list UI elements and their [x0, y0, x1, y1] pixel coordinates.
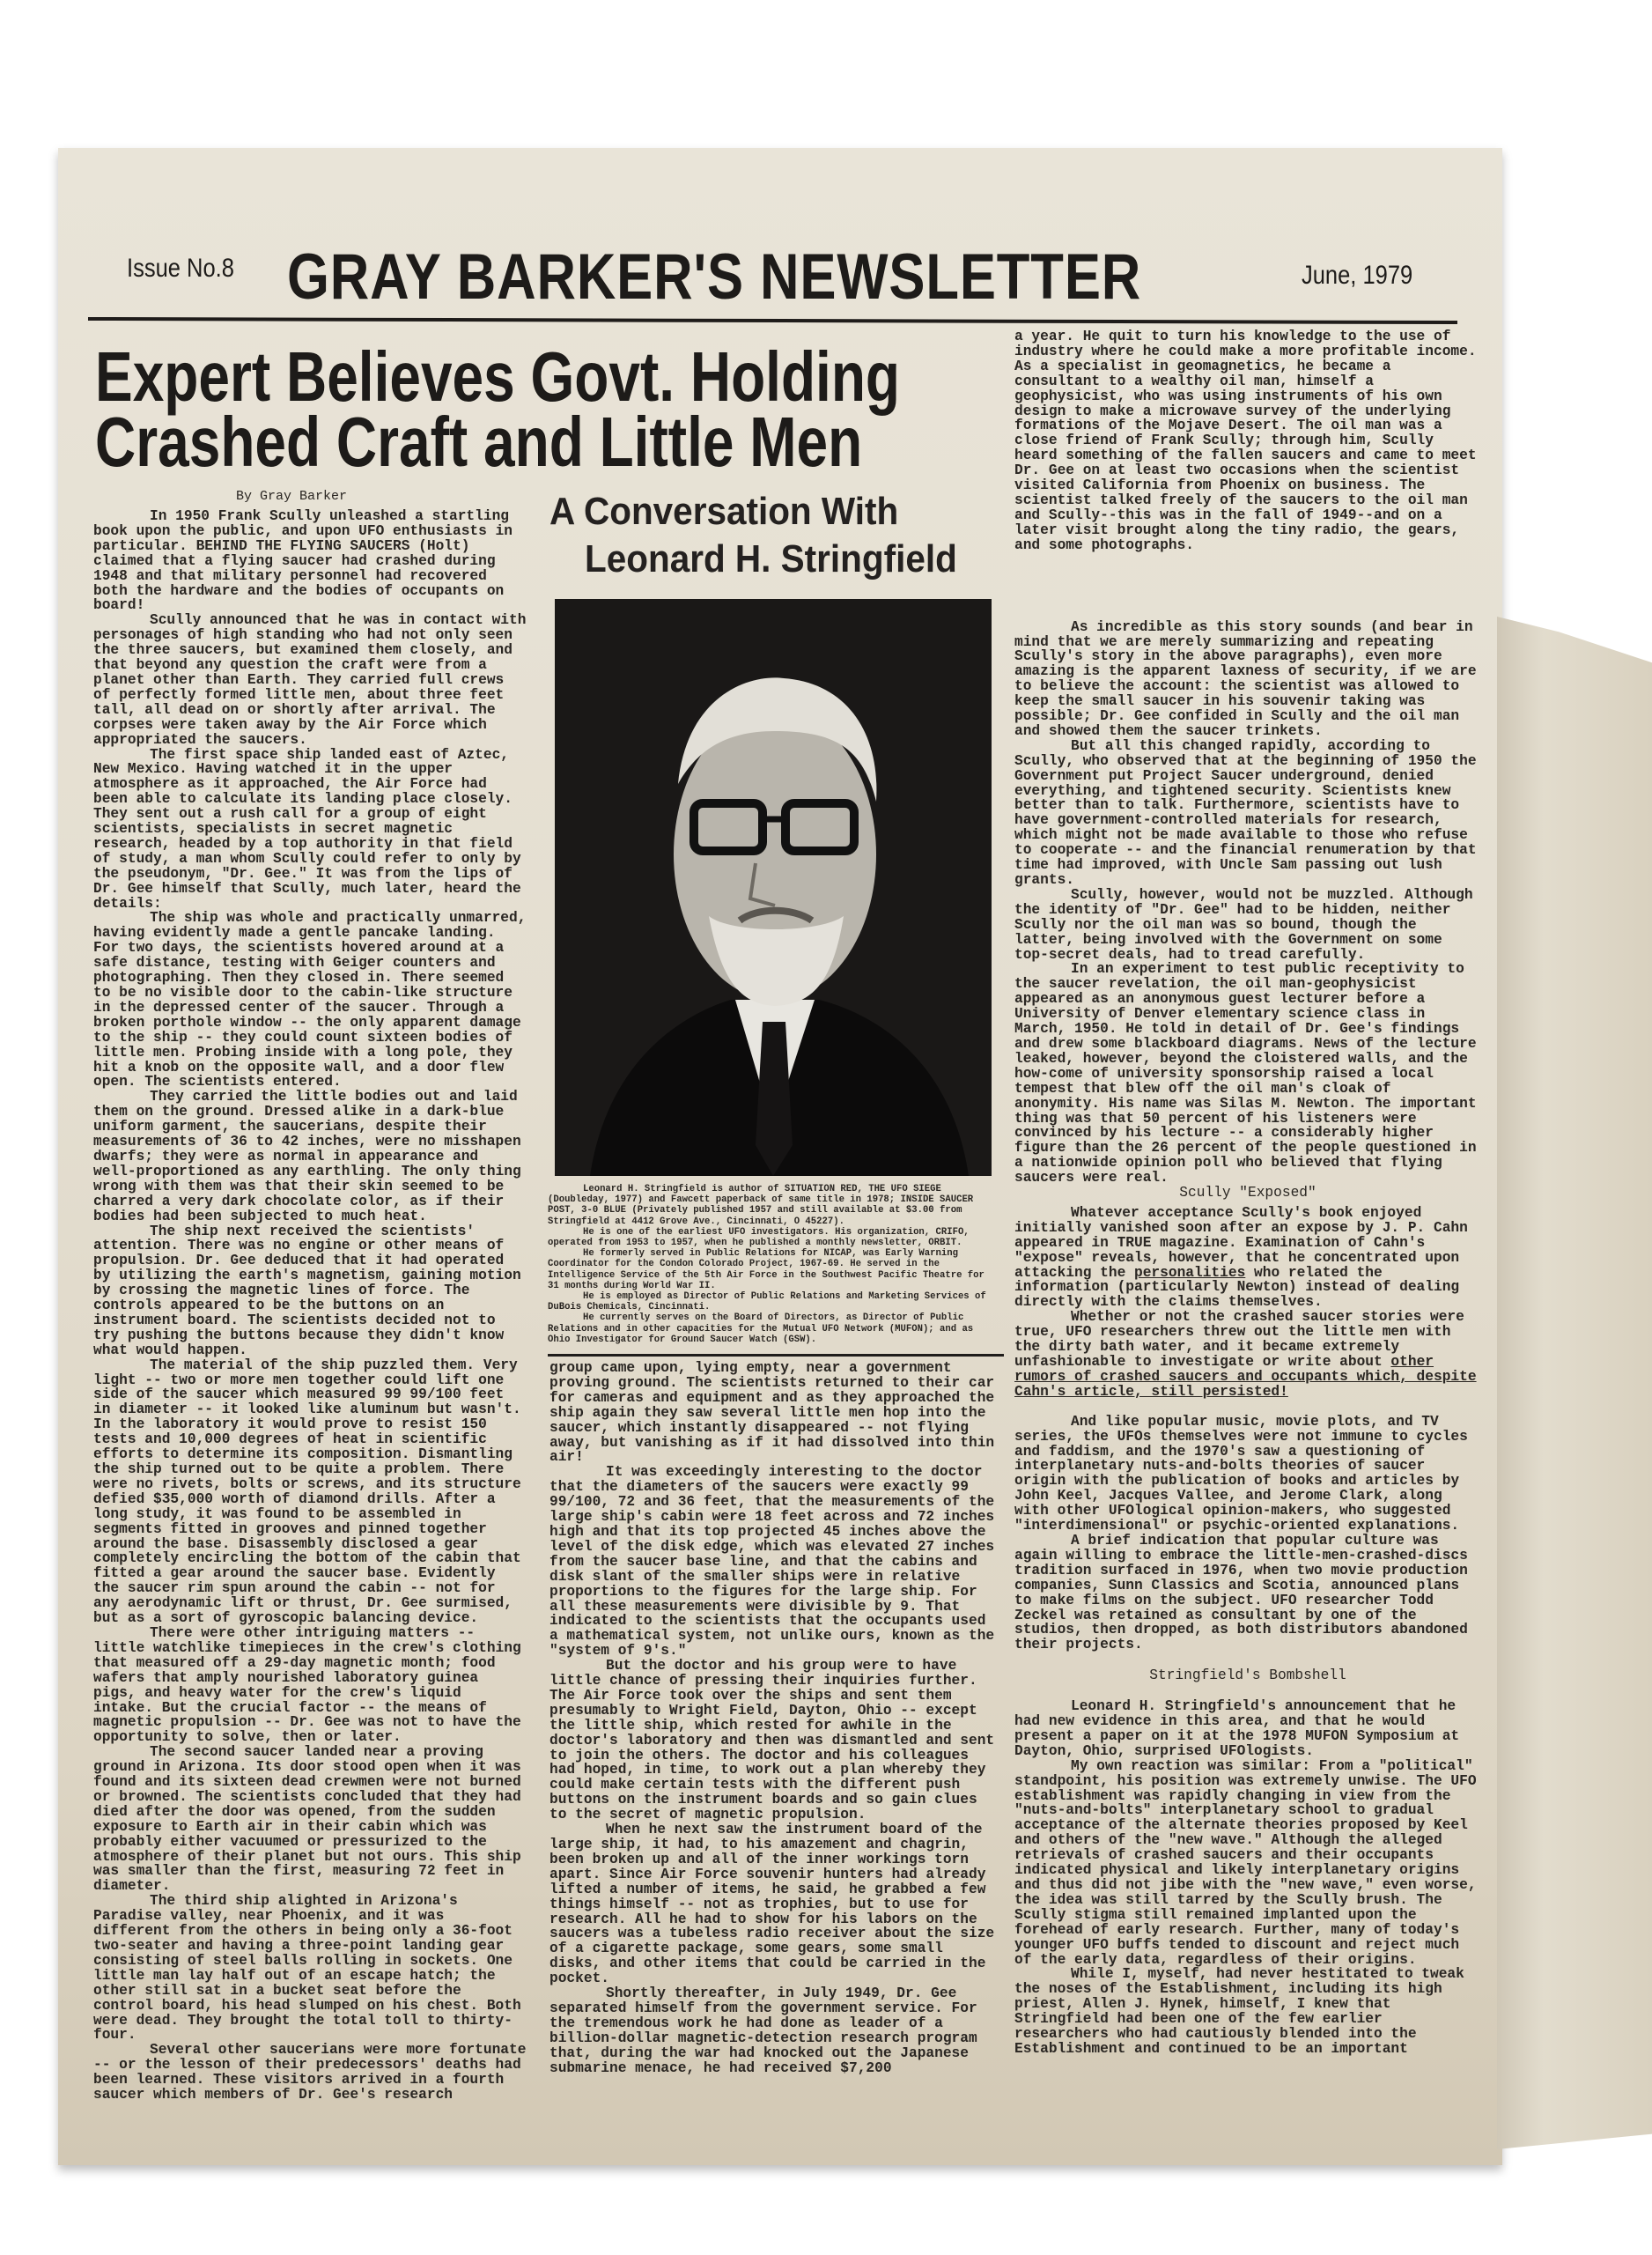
- headline-line-1: Expert Believes Govt. Holding: [95, 337, 900, 416]
- portrait-photo: [555, 599, 992, 1176]
- issue-number: Issue No.8: [127, 254, 234, 283]
- byline: By Gray Barker: [236, 489, 348, 504]
- article-paragraph: The first space ship landed east of Aztec, New Mexico. Having watched it in the upper atmosphere as it approached, the Air Force had been able to calculate its landing place closely. They sent out a rush call for a group of eight scientists, specialists in secret magnetic research, headed by a top authority in that field of study, a man whom Scully could refer to only by the pseudonym, "Dr. Gee." It was from the lips of Dr. Gee himself that Scully, much later, heard the details:: [93, 746, 521, 912]
- text: who related the information (particularly Newton) instead of dealing directly with the claims themselves.: [1014, 1264, 1460, 1311]
- portrait-image: [555, 599, 992, 1176]
- caption-rule: [548, 1354, 1004, 1357]
- newsletter-title: GRAY BARKER'S NEWSLETTER: [287, 240, 1142, 313]
- article-paragraph: The second saucer landed near a proving ground in Arizona. Its door stood open when it was found and its sixteen dead crewmen were not burned or browned. The scientists concluded that they had died after the door was opened, from the sudden exposure to Earth air in their cabin which was probably either vacuumed or pressurized to the atmosphere of their planet but not ours. This ship was smaller than the first, measuring 72 feet in diameter.: [93, 1744, 521, 1895]
- article-paragraph: group came upon, lying empty, near a government proving ground. The scientists returned to their car for cameras and equipment and as they approached the ship again they saw several little men hop into the saucer, which instantly disappeared -- not flying away, but vanishing as if it had dissolved into thin air!: [549, 1360, 995, 1466]
- article-paragraph: When he next saw the instrument board of the large ship, it had, to his amazement and chagrin, been broken up and all of the inner workings torn apart. Since Air Force souvenir hunters had already lifted a number of items, he said, he grabbed a few things himself -- not as trophies, but to use for research. All he had to show for his labors on the saucers was a tubeless radio receiver about the size of a cigarette package, some gears, some small disks, and other items that could be carried in the pocket.: [549, 1822, 995, 1987]
- article-paragraph: And like popular music, movie plots, and TV series, the UFOs themselves were not immune to cycles and faddism, and the 1970's saw a questioning of interplanetary nuts-and-bolts theories of saucer origin with the publication of books and articles by John Keel, Jacques Vallee, and Jerome Clark, along with other UFOlogical opinion-makers, who suggested "interdimensional" or psychic-oriented explanations.: [1014, 1413, 1468, 1534]
- article-paragraph: There were other intriguing matters -- little watchlike timepieces in the crew's clothing that measured off a 29-day magnetic month; food wafers that amply nourished laboratory guinea pigs, and heavy water for the crew's liquid intake. But the crucial factor -- the means of magnetic propulsion -- Dr. Gee was not to have the opportunity to solve, then or later.: [93, 1624, 521, 1746]
- article-paragraph: Scully, however, would not be muzzled. Although the identity of "Dr. Gee" had to be hidden, neither Scully nor the oil man was so bound, though the latter, being involved with the Government on some top-secret deals, had to tread carefully.: [1014, 886, 1473, 963]
- underlined-text: personalities: [1134, 1264, 1246, 1281]
- article-paragraph: It was exceedingly interesting to the doctor that the diameters of the saucers were exactly 99 99/100, 72 and 36 feet, that the measurements of the large ship's cabin were 18 feet across and 72 inches high and that its top projected 45 inches above the level of the disk edge, which was elevated 27 inches from the saucer base line, and that the cabins and disk slant of the smaller ships were in relative proportions to the figures for the large ship. For all these measurements were divisible by 9. That indicated to the scientists that the occupants used a mathematical system, not unlike ours, known as the "system of 9's.": [549, 1464, 995, 1660]
- article-paragraph: The third ship alighted in Arizona's Paradise valley, near Phoenix, and it was different from the others in being only a 36-foot two-seater and having a three-point landing gear consisting of steel balls rolling in sockets. One little man lay half out of an escape hatch; the other still sat in a bucket seat before the control board, his head slumped on his chest. Both were dead. They brought the total toll to thirty-four.: [93, 1893, 521, 2044]
- article-paragraph: Scully announced that he was in contact with personages of high standing who had not only seen the three saucers, but examined them closely, and that beyond any question the craft were from a planet other than Earth. They carried full crews of perfectly formed little men, about three feet tall, all dead on or shortly after arrival. The corpses were taken away by the Air Force which appropriated the saucers.: [93, 612, 527, 748]
- article-paragraph: [1014, 1206, 1481, 1310]
- right-column: [1014, 329, 1481, 2057]
- article-paragraph: My own reaction was similar: From a "political" standpoint, his position was extremely unwise. The UFO establishment was rapidly changing in view from the "nuts-and-bolts" interplanetary school to gradual acceptance of the alternate theories proposed by Keel and others of the "new wave." Although the alleged retrievals of crashed saucers and their occupants indicated physical and likely interplanetary origins and thus did not jibe with the "new wave," even worse, the idea was still tarred by the Scully brush. The Scully stigma still remained implanted upon the forehead of early research. Further, many of today's younger UFO buffs tended to discount and reject much of the early data, regardless of their origins.: [1014, 1757, 1477, 1968]
- caption-paragraph: He is one of the earliest UFO investigators. His organization, CRIFO, operated from 1953 to 1957, when he published a monthly newsletter, ORBIT.: [548, 1226, 970, 1249]
- article-paragraph: The ship was whole and practically unmarred, having evidently made a gentle pancake landing. For two days, the scientists hovered around at a safe distance, testing with Geiger counters and photographing. Then they closed in. There seemed to be no visible door to the cabin-like structure in the depressed center of the saucer. Through a broken porthole window -- the only apparent damage to the ship -- they could count sixteen bodies of little men. Probing inside with a long pole, they hit a knob on the opposite wall, and a door flew open. The scientists entered.: [93, 910, 527, 1091]
- article-paragraph: But the doctor and his group were to have little chance of pressing their inquiries further. The Air Force took over the ships and sent them presumably to Wright Field, Dayton, Ohio -- except the little ship, which rested for awhile in the doctor's laboratory and then was dismantled and sent to join the others. The doctor and his colleagues had hoped, in time, to work out a plan whereby they could make certain tests with the different push buttons on the instrument boards and so gain clues to the secret of magnetic propulsion.: [549, 1658, 995, 1823]
- article-paragraph: Several other saucerians were more fortunate -- or the lesson of their predecessors' deaths had been learned. These visitors arrived in a fourth saucer which members of Dr. Gee's research: [93, 2042, 527, 2103]
- article-paragraph: They carried the little bodies out and laid them on the ground. Dressed alike in a dark-blue uniform garment, the saucerians, despite their measurements of 36 to 42 inches, were no misshapen dwarfs; they were as normal in appearance and well-proportioned as any earthling. The only thing wrong with them was that their skin seemed to be charred a very dark chocolate color, as if their bodies had been subjected to much heat.: [93, 1089, 521, 1224]
- headline-line-2: Crashed Craft and Little Men: [95, 403, 863, 481]
- article-paragraph: But all this changed rapidly, according to Scully, who observed that at the beginning of 1950 the Government put Project Saucer underground, denied everything, and tightened security. Scientists knew better than to talk. Furthermore, scientists have to have government-controlled materials for research, which might not be made available to those who refuse to cooperate -- and the financial renumeration by that time had improved, with Uncle Sam passing out lush grants.: [1014, 737, 1477, 888]
- article-paragraph: A brief indication that popular culture was again willing to embrace the little-men-crashed-discs tradition surfaced in 1976, when two movie production companies, Sunn Classics and Scotia, announced plans to make films on the subject. UFO researcher Todd Zeckel was retained as consultant by one of the studios, then dropped, as both distributors abandoned their projects.: [1014, 1532, 1468, 1653]
- section-heading-scully-exposed: Scully "Exposed": [1179, 1185, 1316, 1201]
- text: Whatever acceptance Scully's book enjoyed initially vanished soon after an expose by J. P. Cahn appeared in TRUE magazine. Examination of Cahn's "expose" reveals, however, that he concentrated upon attacking the: [1014, 1204, 1468, 1281]
- caption-paragraph: He is employed as Director of Public Relations and Marketing Services of DuBois Chemicals, Cincinnati.: [548, 1291, 986, 1313]
- article-paragraph: The ship next received the scientists' attention. There was no engine or other means of propulsion. Dr. Gee deduced that it had operated by utilizing the earth's magnetism, gaining motion by crossing the magnetic lines of force. The controls appeared to be the buttons on an instrument board. The scientists decided not to try pushing the buttons because they didn't know what would happen.: [93, 1223, 521, 1358]
- issue-date: June, 1979: [1302, 261, 1413, 290]
- photo-caption: [548, 1184, 999, 1345]
- section-heading-stringfields-bombshell: Stringfield's Bombshell: [1149, 1667, 1346, 1684]
- underlined-text: other rumors of crashed saucers and occupants which, despite Cahn's article, still persisted!: [1014, 1354, 1477, 1400]
- subheadline-line-2: Leonard H. Stringfield: [585, 537, 957, 580]
- article-paragraph: In 1950 Frank Scully unleashed a startling book upon the public, and upon UFO enthusiasts in particular. BEHIND THE FLYING SAUCERS (Holt) claimed that a flying saucer had crashed during 1948 and that military personnel had recovered both the hardware and the bodies of occupants on board!: [93, 508, 513, 614]
- middle-column: [549, 1361, 1002, 2076]
- article-paragraph: The material of the ship puzzled them. Very light -- two or more men together could lift one side of the saucer which measured 99 99/100 feet in diameter -- it looked like aluminum but wasn't. In the laboratory it would prove to resist 150 tests and 10,000 degrees of heat in scientific efforts to determine its composition. Dismantling the ship turned out to be quite a problem. There were no rivets, bolts or screws, and its structure defied $35,000 worth of diamond drills. After a long study, it was found to be assembled in segments fitted in grooves and pinned together around the base. Disassembly disclosed a gear completely encircling the bottom of the cabin that fitted a gear around the saucer base. Evidently the saucer rim spun around the cabin -- not for any aerodynamic lift or thrust, Dr. Gee surmised, but as a sort of gyroscopic balancing device.: [93, 1357, 521, 1627]
- article-paragraph: [1014, 1310, 1481, 1399]
- article-paragraph: While I, myself, had never hestitated to tweak the noses of the Establishment, including its high priest, Allen J. Hynek, himself, I knew that Stringfield had been one of the few earlier researchers who had cautiously blended into the Establishment and continued to be an important: [1014, 1966, 1464, 2057]
- caption-paragraph: He formerly served in Public Relations for NICAP, was Early Warning Coordinator for the Condon Colorado Project, 1967-69. He served in the Intelligence Service of the 5th Air Force in the Southwest Pacific Theatre for 31 months during World War II.: [548, 1248, 985, 1291]
- article-paragraph: As incredible as this story sounds (and bear in mind that we are merely summarizing and repeating Scully's story in the above paragraphs), even more amazing is the apparent laxness of security, if we are to believe the account: the scientist was allowed to keep the small saucer in his souvenir taking was possible; Dr. Gee confided in Scully and the oil man and showed them the saucer trinkets.: [1014, 618, 1477, 739]
- article-paragraph: Leonard H. Stringfield's announcement that he had new evidence in this area, and that he would present a paper on it at the 1978 MUFON Symposium at Dayton, Ohio, surprised UFOlogists.: [1014, 1698, 1460, 1759]
- text: Whether or not the crashed saucer stories were true, UFO researchers threw out the little men with the dirty bath water, and it became extremely unfashionable to investigate or write about: [1014, 1309, 1464, 1370]
- caption-paragraph: He currently serves on the Board of Directors, as Director of Public Relations and in other capacities for the Mutual UFO Network (MUFON); and as Ohio Investigator for Ground Saucer Watch (GSW).: [548, 1312, 974, 1345]
- next-page-fold: [1497, 617, 1652, 2149]
- left-column: [93, 509, 527, 2103]
- subheadline-line-1: A Conversation With: [549, 490, 899, 533]
- article-paragraph: In an experiment to test public receptivity to the saucer revelation, the oil man-geophysicist appeared as an anonymous guest lecturer before a University of Denver elementary science class in March, 1950. He told in detail of Dr. Gee's findings and drew some blackboard diagrams. News of the lecture leaked, however, beyond the cloistered walls, and the how-come of university sponsorship raised a local tempest that blew off the oil man's cloak of anonymity. His name was Silas M. Newton. The important thing was that 50 percent of his listeners were convinced by his lecture -- a considerably higher figure than the 26 percent of the people questioned in a nationwide opinion poll who believed that flying saucers were real.: [1014, 961, 1477, 1187]
- caption-paragraph: Leonard H. Stringfield is author of SITUATION RED, THE UFO SIEGE (Doubleday, 1977) and Fawcett paperback of same title in 1978; INSIDE SAUCER POST, 3-0 BLUE (Privately published 1957 and still available at $3.00 from Stringfield at 4412 Grove Ave., Cincinnati, O 45227).: [548, 1184, 974, 1227]
- article-paragraph: Shortly thereafter, in July 1949, Dr. Gee separated himself from the government service. For the tremendous work he had done as leader of a billion-dollar magnetic-detection research program that, during the war had knocked out the Japanese submarine menace, he had received $7,200: [549, 1985, 977, 2076]
- article-paragraph: a year. He quit to turn his knowledge to the use of industry where he could make a more profitable income. As a specialist in geomagnetics, he became a consultant to a wealthy oil man, himself a geophysicist, who was using instruments of his own design to make a microwave survey of the underlying formations of the Mojave Desert. The oil man was a close friend of Frank Scully; through him, Scully heard something of the fallen saucers and came to meet Dr. Gee on at least two occasions when the scientist visited California from Phoenix on business. The scientist talked freely of the saucers to the oil man and Scully--this was in the fall of 1949--and on a later visit brought along the tiny radio, the gears, and some photographs.: [1014, 329, 1477, 553]
